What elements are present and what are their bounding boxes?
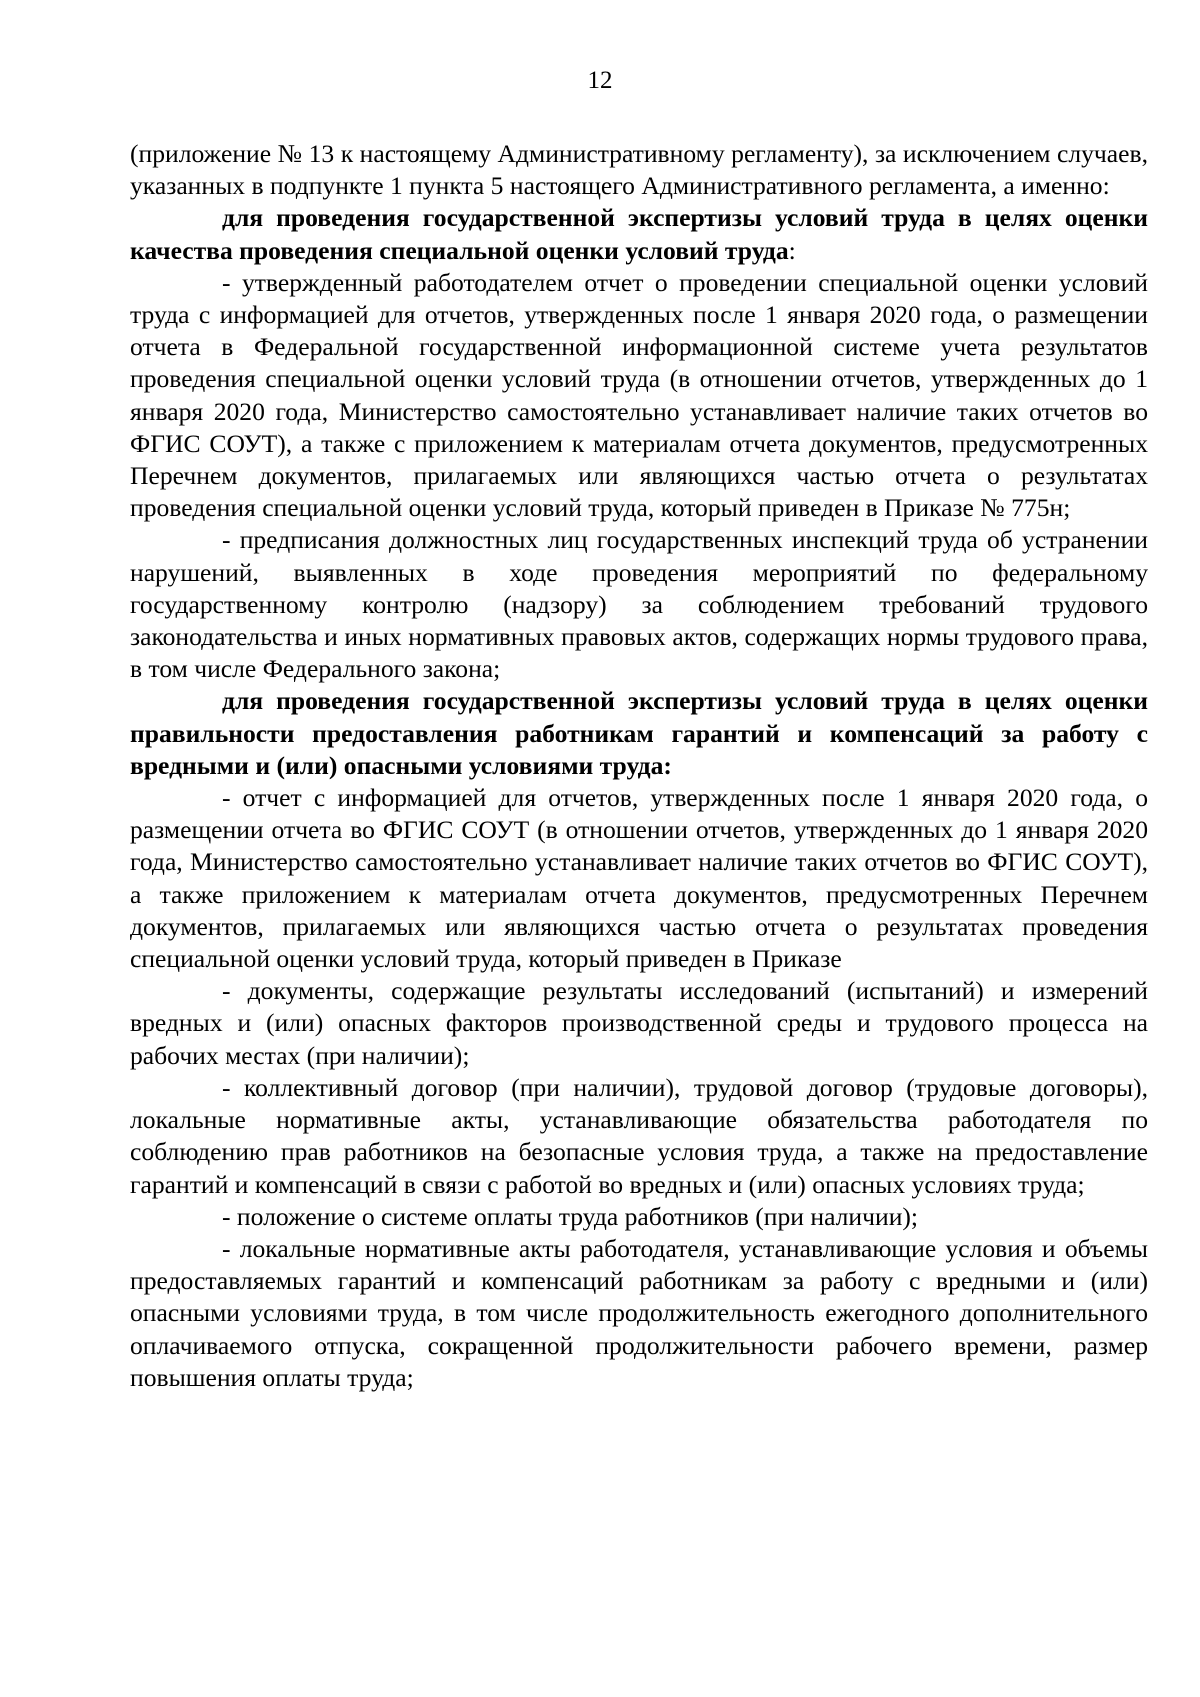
paragraph-local-acts: - локальные нормативные акты работодателя, устанавливающие условия и объемы предоставляемых гарантий и компенсаций работникам за работу с вредными и (или) опасными условиями труда, в том числе продолжительность ежегодного дополнительного оплачиваемого отпуска, сокращенной продолжительности рабочего времени, размер повышения оплаты труда; (130, 1233, 1148, 1392)
paragraph-inspection-orders: - предписания должностных лиц государственных инспекций труда об устранении нарушений, выявленных в ходе проведения мероприятий по федеральному государственному контролю (надзору) за соблюдением требований трудового законодательства и иных нормативных правовых актов, содержащих нормы трудового права, в том числе Федерального закона; (130, 525, 1148, 684)
paragraph-intro: (приложение № 13 к настоящему Административному регламенту), за исключением случаев, указанных в подпункте 1 пункта 5 настоящего Административного регламента, а именно: (130, 139, 1148, 201)
paragraph-sout-report: - утвержденный работодателем отчет о проведении специальной оценки условий труда с информацией для отчетов, утвержденных после 1 января 2020 года, о размещении отчета в Федеральной государственной информационной системе учета результатов проведения специальной оценки условий труда (в отношении отчетов, утвержденных до 1 января 2020 года, Министерство самостоятельно устанавливает наличие таких отчетов во ФГИС СОУТ), а также с приложением к материалам отчета документов, предусмотренных Перечнем документов, прилагаемых или являющихся частью отчета о результатах проведения специальной оценки условий труда, который приведен в Приказе № 775н; (130, 267, 1148, 523)
heading-quality-text: для проведения государственной экспертизы условий труда в целях оценки качества проведения специальной оценки условий труда (130, 203, 1148, 265)
heading-quality-colon: : (788, 235, 796, 265)
paragraph-measurement-docs: - документы, содержащие результаты исследований (испытаний) и измерений вредных и (или) опасных факторов производственной среды и трудового процесса на рабочих местах (при наличии); (130, 976, 1148, 1070)
paragraph-pay-system: - положение о системе оплаты труда работников (при наличии); (222, 1201, 919, 1231)
paragraph-heading-guarantees: для проведения государственной экспертизы условий труда в целях оценки правильности предоставления работникам гарантий и компенсаций за работу с вредными и (или) опасными условиями труда: (130, 686, 1148, 780)
paragraph-report-info: - отчет с информацией для отчетов, утвержденных после 1 января 2020 года, о размещении отчета во ФГИС СОУТ (в отношении отчетов, утвержденных до 1 января 2020 года, Министерство самостоятельно устанавливает наличие таких отчетов во ФГИС СОУТ), а также приложением к материалам отчета документов, предусмотренных Перечнем документов, прилагаемых или являющихся частью отчета о результатах проведения специальной оценки условий труда, который приведен в Приказе (130, 783, 1148, 974)
paragraph-collective-agreement: - коллективный договор (при наличии), трудовой договор (трудовые договоры), локальные нормативные акты, устанавливающие обязательства работодателя по соблюдению прав работников на безопасные условия труда, а также на предоставление гарантий и компенсаций в связи с работой во вредных и (или) опасных условиях труда; (130, 1072, 1148, 1199)
page-number: 12 (587, 67, 613, 94)
document-body (130, 138, 1148, 1394)
paragraph-heading-quality (130, 202, 1148, 266)
